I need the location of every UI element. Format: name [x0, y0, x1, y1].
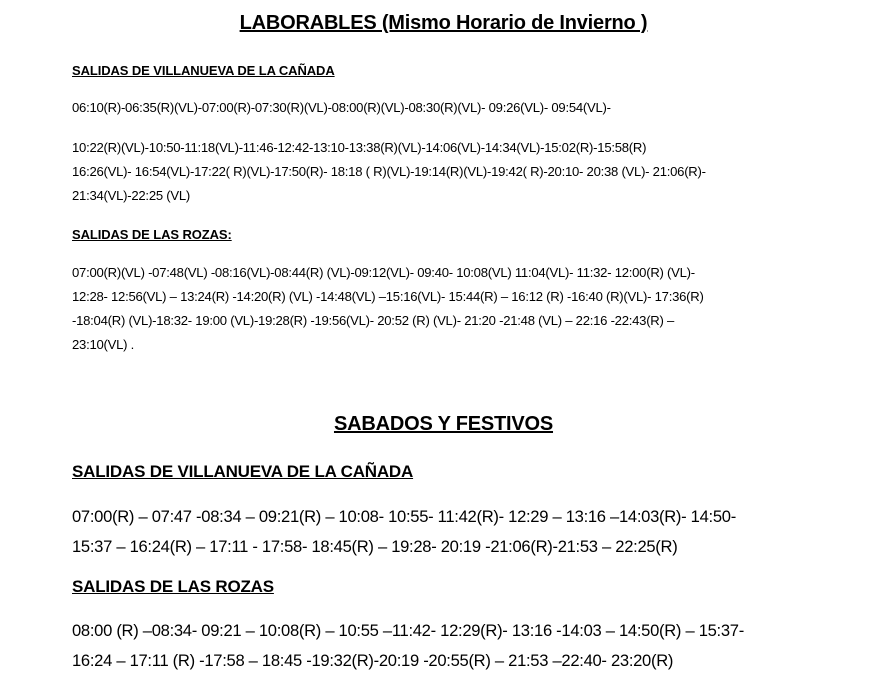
weekdays-villanueva-schedule: [72, 96, 810, 120]
weekend-rozas-heading: SALIDAS DE LAS ROZAS: [72, 577, 274, 596]
schedule-line: 12:28- 12:56(VL) – 13:24(R) -14:20(R) (VL) -14:48(VL) –15:16(VL)- 15:44(R) – 16:12 (R) -16:40 (R)(VL)- 17:36(R): [72, 289, 704, 304]
schedule-line: -18:04(R) (VL)-18:32- 19:00 (VL)-19:28(R) -19:56(VL)- 20:52 (R) (VL)- 21:20 -21:48 (VL) – 22:16 -22:43(R) –: [72, 313, 675, 328]
schedule-line: 16:24 – 17:11 (R) -17:58 – 18:45 -19:32(R)-20:19 -20:55(R) – 21:53 –22:40- 23:20(R): [72, 651, 674, 670]
weekend-villanueva-heading: SALIDAS DE VILLANUEVA DE LA CAÑADA: [72, 462, 414, 481]
schedule-line: 06:10(R)-06:35(R)(VL)-07:00(R)-07:30(R)(VL)-08:00(R)(VL)-08:30(R)(VL)- 09:26(VL)- 09:54(VL)-: [72, 100, 611, 115]
schedule-line: 07:00(R)(VL) -07:48(VL) -08:16(VL)-08:44(R) (VL)-09:12(VL)- 09:40- 10:08(VL) 11:04(VL)- 11:32- 12:00(R) (VL)-: [72, 265, 695, 280]
schedule-line: 21:34(VL)-22:25 (VL): [72, 188, 191, 203]
weekend-rozas-schedule: [72, 616, 810, 676]
weekdays-rozas-heading: SALIDAS DE LAS ROZAS:: [72, 227, 232, 242]
schedule-line: 15:37 – 16:24(R) – 17:11 - 17:58- 18:45(R) – 19:28- 20:19 -21:06(R)-21:53 – 22:25(R): [72, 537, 678, 556]
schedule-line: 16:26(VL)- 16:54(VL)-17:22( R)(VL)-17:50(R)- 18:18 ( R)(VL)-19:14(R)(VL)-19:42( R)-20:10- 20:38 (VL)- 21:06(R)-: [72, 164, 706, 179]
weekend-villanueva-schedule: [72, 502, 810, 562]
schedule-line: 23:10(VL) .: [72, 337, 135, 352]
schedule-line: 07:00(R) – 07:47 -08:34 – 09:21(R) – 10:08- 10:55- 11:42(R)- 12:29 – 13:16 –14:03(R)- 14:50-: [72, 507, 736, 526]
weekdays-villanueva-heading: SALIDAS DE VILLANUEVA DE LA CAÑADA: [72, 63, 335, 78]
schedule-line: 10:22(R)(VL)-10:50-11:18(VL)-11:46-12:42-13:10-13:38(R)(VL)-14:06(VL)-14:34(VL)-15:02(R)-15:58(R): [72, 140, 647, 155]
weekdays-rozas-schedule: [72, 261, 810, 357]
schedule-line: 08:00 (R) –08:34- 09:21 – 10:08(R) – 10:55 –11:42- 12:29(R)- 13:16 -14:03 – 14:50(R) – 15:37-: [72, 621, 744, 640]
weekend-title: SABADOS Y FESTIVOS: [333, 413, 554, 435]
weekdays-villanueva-schedule-cont: [72, 136, 810, 208]
weekdays-title: LABORABLES (Mismo Horario de Invierno ): [239, 12, 648, 34]
